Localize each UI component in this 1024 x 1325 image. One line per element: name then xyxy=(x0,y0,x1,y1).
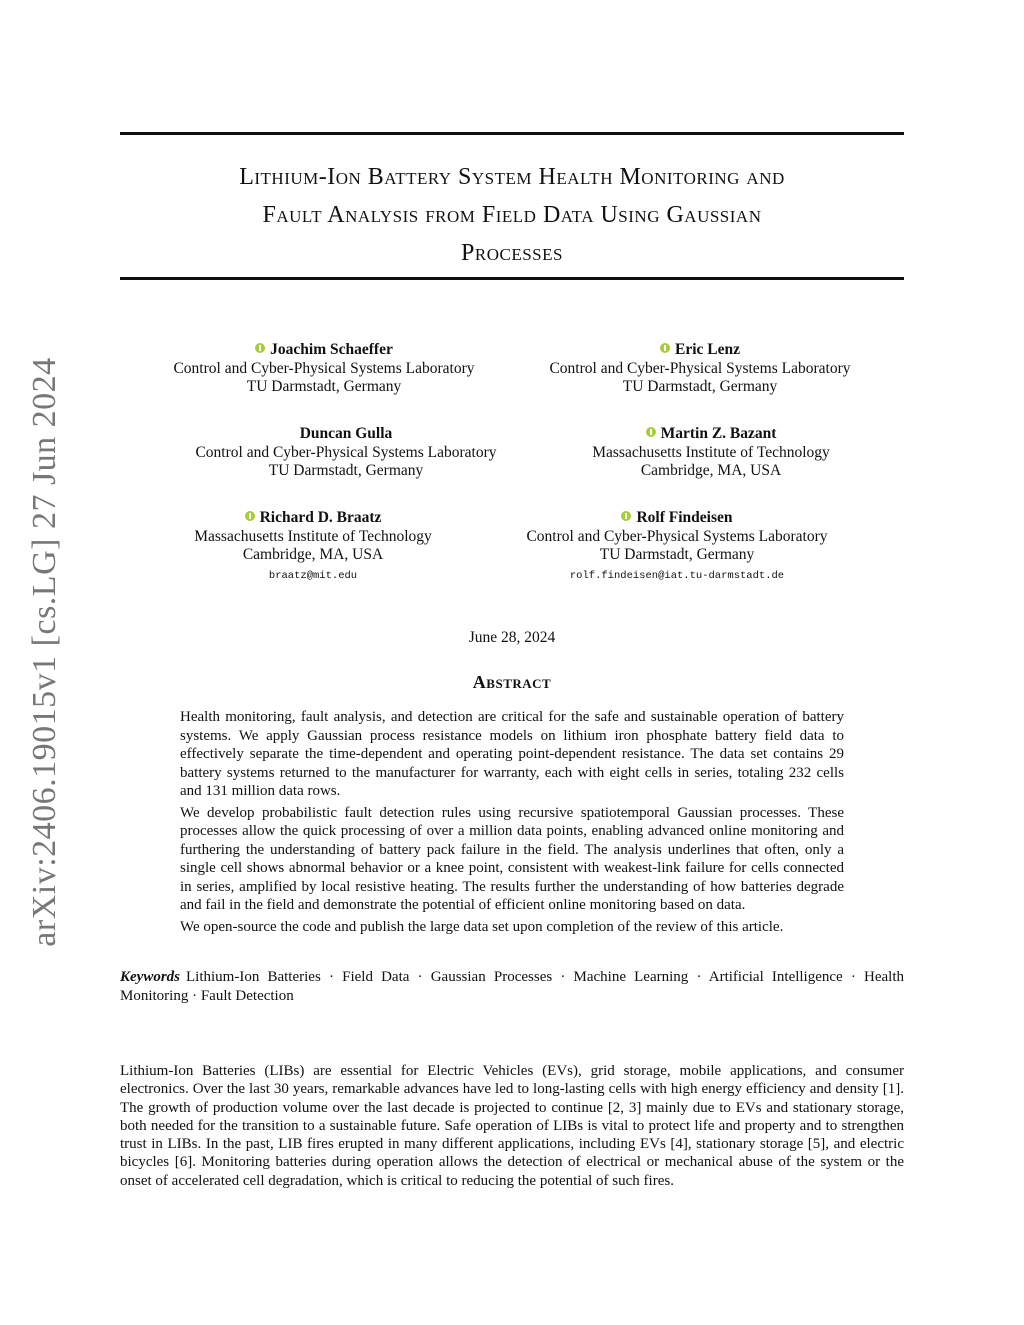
orcid-icon[interactable] xyxy=(255,343,265,353)
keywords-section xyxy=(120,968,904,1005)
author-location: TU Darmstadt, Germany xyxy=(246,378,402,395)
author-location: TU Darmstadt, Germany xyxy=(622,378,778,395)
arxiv-identifier: arXiv:2406.19015v1 [cs.LG] 27 Jun 2024 xyxy=(26,357,63,947)
author-location: Cambridge, MA, USA xyxy=(242,546,384,563)
author-block-3 xyxy=(182,425,510,481)
author-affiliation: Massachusetts Institute of Technology xyxy=(592,443,830,461)
author-email[interactable]: rolf.findeisen@iat.tu-darmstadt.de xyxy=(569,569,785,582)
author-name: Martin Z. Bazant xyxy=(660,425,777,442)
author-email[interactable]: braatz@mit.edu xyxy=(268,569,358,582)
intro-paragraph-1: Lithium-Ion Batteries (LIBs) are essential for Electric Vehicles (EVs), grid storage, mobile applications, and consumer electronics. Over the last 30 years, remarkable advances have led to long-lasting cells with high energy efficiency and density [1]. The growth of production volume over the last decade is projected to continue [2, 3] mainly due to EVs and stationary storage, both needed for the transition to a sustainable future. Safe operation of LIBs is vital to protect life and property and to strengthen trust in LIBs. In the past, LIB fires erupted in many different applications, including EVs [4], stationary storage [5], and electric bicycles [6]. Monitoring batteries during operation allows the detection of electrical or mechanical abuse of the system or the onset of accelerated cell degradation, which is critical to reducing the potential of such fires. xyxy=(120,1063,904,1189)
author-block-4 xyxy=(560,425,862,481)
title-line-1: Lithium-Ion Battery System Health Monitoring and xyxy=(239,164,785,190)
author-name: Duncan Gulla xyxy=(299,425,393,442)
orcid-icon[interactable] xyxy=(660,343,670,353)
abstract-paragraph-1: Health monitoring, fault analysis, and detection are critical for the safe and sustainable operation of battery systems. We apply Gaussian process resistance models on lithium iron phosphate battery field data to effectively separate the time-dependent and operating point-dependent resistance. The data set contains 29 battery systems returned to the manufacturer for warranty, each with eight cells in series, totaling 232 cells and 131 million data rows. xyxy=(180,709,844,799)
author-name: Rolf Findeisen xyxy=(636,509,733,526)
author-location: TU Darmstadt, Germany xyxy=(268,462,424,479)
author-affiliation: Control and Cyber-Physical Systems Laboratory xyxy=(173,359,475,377)
author-name: Joachim Schaeffer xyxy=(270,341,393,358)
title-line-2: Fault Analysis from Field Data Using Gaussian xyxy=(262,202,762,228)
author-name: Richard D. Braatz xyxy=(259,509,382,526)
author-block-5 xyxy=(160,509,466,587)
author-location: Cambridge, MA, USA xyxy=(640,462,782,479)
orcid-icon[interactable] xyxy=(646,427,656,437)
author-block-2 xyxy=(536,341,864,397)
title-top-rule xyxy=(120,132,904,135)
publication-date: June 28, 2024 xyxy=(468,629,556,646)
keywords-text: Lithium-Ion Batteries · Field Data · Gaussian Processes · Machine Learning · Artificial Intelligence · Health Monitoring · Fault Detection xyxy=(120,969,904,1004)
author-location: TU Darmstadt, Germany xyxy=(599,546,755,563)
author-name: Eric Lenz xyxy=(675,341,740,358)
author-affiliation: Control and Cyber-Physical Systems Laboratory xyxy=(549,359,851,377)
introduction-body xyxy=(120,1062,904,1190)
arxiv-sidebar xyxy=(26,357,63,947)
orcid-icon[interactable] xyxy=(621,511,631,521)
author-block-6 xyxy=(512,509,842,587)
keywords-label: Keywords xyxy=(120,969,180,985)
author-block-1 xyxy=(160,341,488,397)
orcid-icon[interactable] xyxy=(245,511,255,521)
author-affiliation: Control and Cyber-Physical Systems Laboratory xyxy=(526,527,828,545)
author-affiliation: Control and Cyber-Physical Systems Laboratory xyxy=(195,443,497,461)
abstract-paragraph-3: We open-source the code and publish the large data set upon completion of the review of this article. xyxy=(180,918,784,935)
title-bottom-rule xyxy=(120,277,904,280)
abstract-body xyxy=(180,708,844,939)
title-line-3: Processes xyxy=(461,240,563,266)
author-affiliation: Massachusetts Institute of Technology xyxy=(194,527,432,545)
abstract-heading: Abstract xyxy=(472,672,552,692)
paper-title xyxy=(120,158,904,272)
abstract-paragraph-2: We develop probabilistic fault detection rules using recursive spatiotemporal Gaussian processes. These processes allow the quick processing of over a million data points, enabling advanced online monitoring and furthering the understanding of battery pack failure in the field. The analysis underlines that often, only a single cell shows abnormal behavior or a knee point, consistent with weakest-link failure for cells connected in series, amplified by local resistive heating. The results further the understanding of how batteries degrade and fail in the field and demonstrate the potential of efficient online monitoring based on data. xyxy=(180,804,844,913)
